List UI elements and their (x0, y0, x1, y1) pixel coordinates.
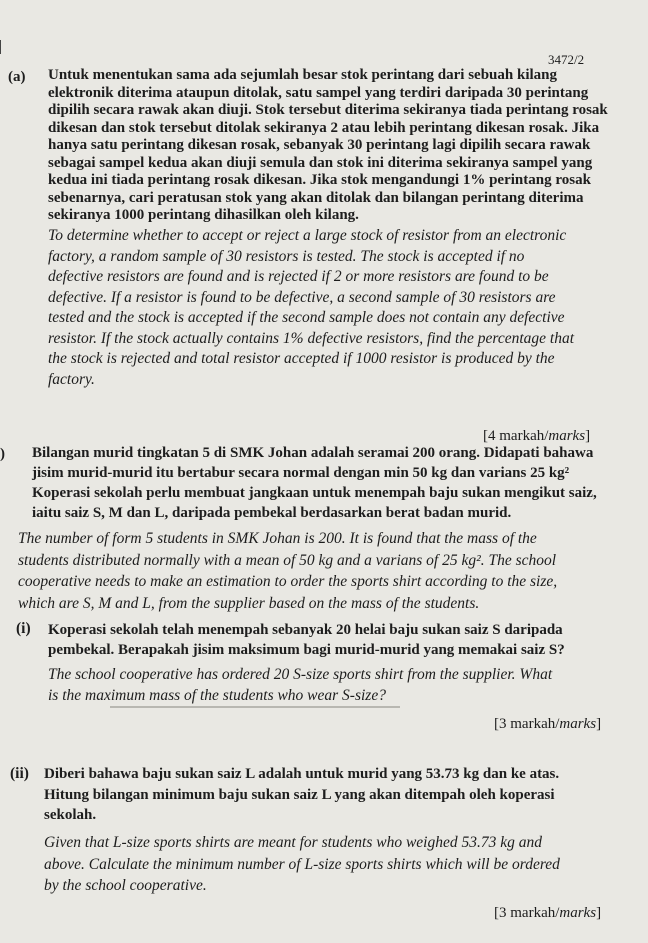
text-line: Given that L-size sports shirts are meant for students who weighed 53.73 kg and (44, 834, 542, 851)
text-line: kedua ini tiada perintang rosak dikesan. Jika stok mengandungi 1% perintang rosak (48, 172, 591, 188)
part-b-label: ) (0, 446, 5, 462)
text-line: above. Calculate the minimum number of L-size sports shirts which will be ordered (44, 855, 560, 873)
text-line: Koperasi sekolah perlu membuat jangkaan untuk menempah baju sukan mengikut saiz, (32, 485, 597, 501)
text-line: defective resistors are found and is rejected if 2 or more resistors are found to be (48, 268, 549, 285)
part-b-malay (32, 443, 640, 523)
text-line: sebenarnya, cari peratusan stok yang akan ditolak dan bilangan perintang diterima (48, 189, 584, 206)
underline-mark (110, 706, 400, 708)
text-line: the stock is rejected and total resistor accepted if 1000 resistor is produced by the (48, 350, 555, 367)
part-b-english (18, 528, 640, 614)
sub-i-english (48, 664, 640, 706)
text-line: students distributed normally with a mean of 50 kg and a varians of 25 kg². The school (18, 551, 557, 569)
part-a-label: (a) (8, 69, 26, 85)
marks-word: marks (559, 716, 597, 732)
marks-prefix: [3 markah/ (494, 716, 560, 732)
text-line: Koperasi sekolah telah menempah sebanyak 20 helai baju sukan saiz S daripada (48, 622, 563, 638)
corner-mark (0, 40, 7, 54)
text-line: dikesan dan stok tersebut ditolak sekiranya 2 atau lebih perintang dikesan rosak. Jika (48, 119, 600, 136)
marks-suffix: ] (596, 905, 602, 921)
text-line: sebagai sampel kedua akan diuji semula dan stok ini diterima sekiranya sampel yang (48, 154, 593, 171)
text-line: factory, a random sample of 30 resistors is tested. The stock is accepted if no (48, 247, 525, 265)
text-line: jisim murid-murid itu bertabur secara normal dengan min 50 kg dan varians 25 kg² (32, 465, 570, 481)
text-line: by the school cooperative. (44, 877, 207, 894)
part-a-malay (48, 67, 640, 225)
text-line: defective. If a resistor is found to be defective, a second sample of 30 resistors are (48, 288, 556, 306)
text-line: which are S, M and L, from the supplier based on the mass of the students. (18, 594, 480, 612)
sub-i-marks (494, 716, 601, 733)
marks-suffix: ] (585, 428, 591, 444)
text-line: Untuk menentukan sama ada sejumlah besar stok perintang dari sebuah kilang (48, 67, 557, 83)
part-a-english (48, 226, 640, 390)
sub-ii-marks (494, 905, 601, 922)
text-line: Bilangan murid tingkatan 5 di SMK Johan adalah seramai 200 orang. Didapati bahawa (32, 445, 594, 461)
text-line: sekiranya 1000 perintang dihasilkan oleh kilang. (48, 207, 359, 223)
paper-code: 3472/2 (548, 52, 585, 67)
text-line: To determine whether to accept or reject a large stock of resistor from an electronic (48, 227, 567, 244)
text-line: iaitu saiz S, M dan L, daripada pembekal berdasarkan berat badan murid. (32, 505, 512, 521)
text-line: sekolah. (44, 807, 97, 823)
marks-word: marks (559, 905, 597, 921)
text-line: tested and the stock is accepted if the second sample does not contain any defective (48, 309, 565, 326)
marks-suffix: ] (596, 716, 602, 732)
text-line: elektronik diterima ataupun ditolak, satu sampel yang terdiri daripada 30 perintang (48, 84, 589, 101)
marks-word: marks (548, 428, 586, 444)
text-line: cooperative needs to make an estimation to order the sports shirt according to the size, (18, 573, 558, 590)
text-line: resistor. If the stock actually contains 1% defective resistors, find the percentage that (48, 329, 575, 347)
text-line: factory. (48, 370, 95, 388)
sub-i-label: (i) (16, 620, 31, 637)
marks-prefix: [3 markah/ (494, 905, 560, 921)
sub-ii-label: (ii) (10, 765, 29, 782)
text-line: pembekal. Berapakah jisim maksimum bagi murid-murid yang memakai saiz S? (48, 642, 565, 658)
text-line: dipilih secara rawak akan diuji. Stok tersebut diterima sekiranya tiada perintang rosak (48, 102, 608, 118)
text-line: is the maximum mass of the students who wear S-size? (48, 687, 386, 704)
marks-prefix: [4 markah/ (483, 428, 549, 444)
text-line: The school cooperative has ordered 20 S-size sports shirt from the supplier. What (48, 666, 553, 683)
sub-i-malay (48, 620, 640, 660)
text-line: Diberi bahawa baju sukan saiz L adalah untuk murid yang 53.73 kg dan ke atas. (44, 766, 560, 782)
sub-ii-malay (44, 764, 640, 826)
text-line: The number of form 5 students in SMK Johan is 200. It is found that the mass of the (18, 530, 537, 547)
text-line: Hitung bilangan minimum baju sukan saiz L yang akan ditempah oleh koperasi (44, 786, 555, 803)
text-line: hanya satu perintang dikesan rosak, sebanyak 30 perintang lagi dipilih secara rawak (48, 137, 591, 153)
sub-ii-english (44, 832, 640, 897)
